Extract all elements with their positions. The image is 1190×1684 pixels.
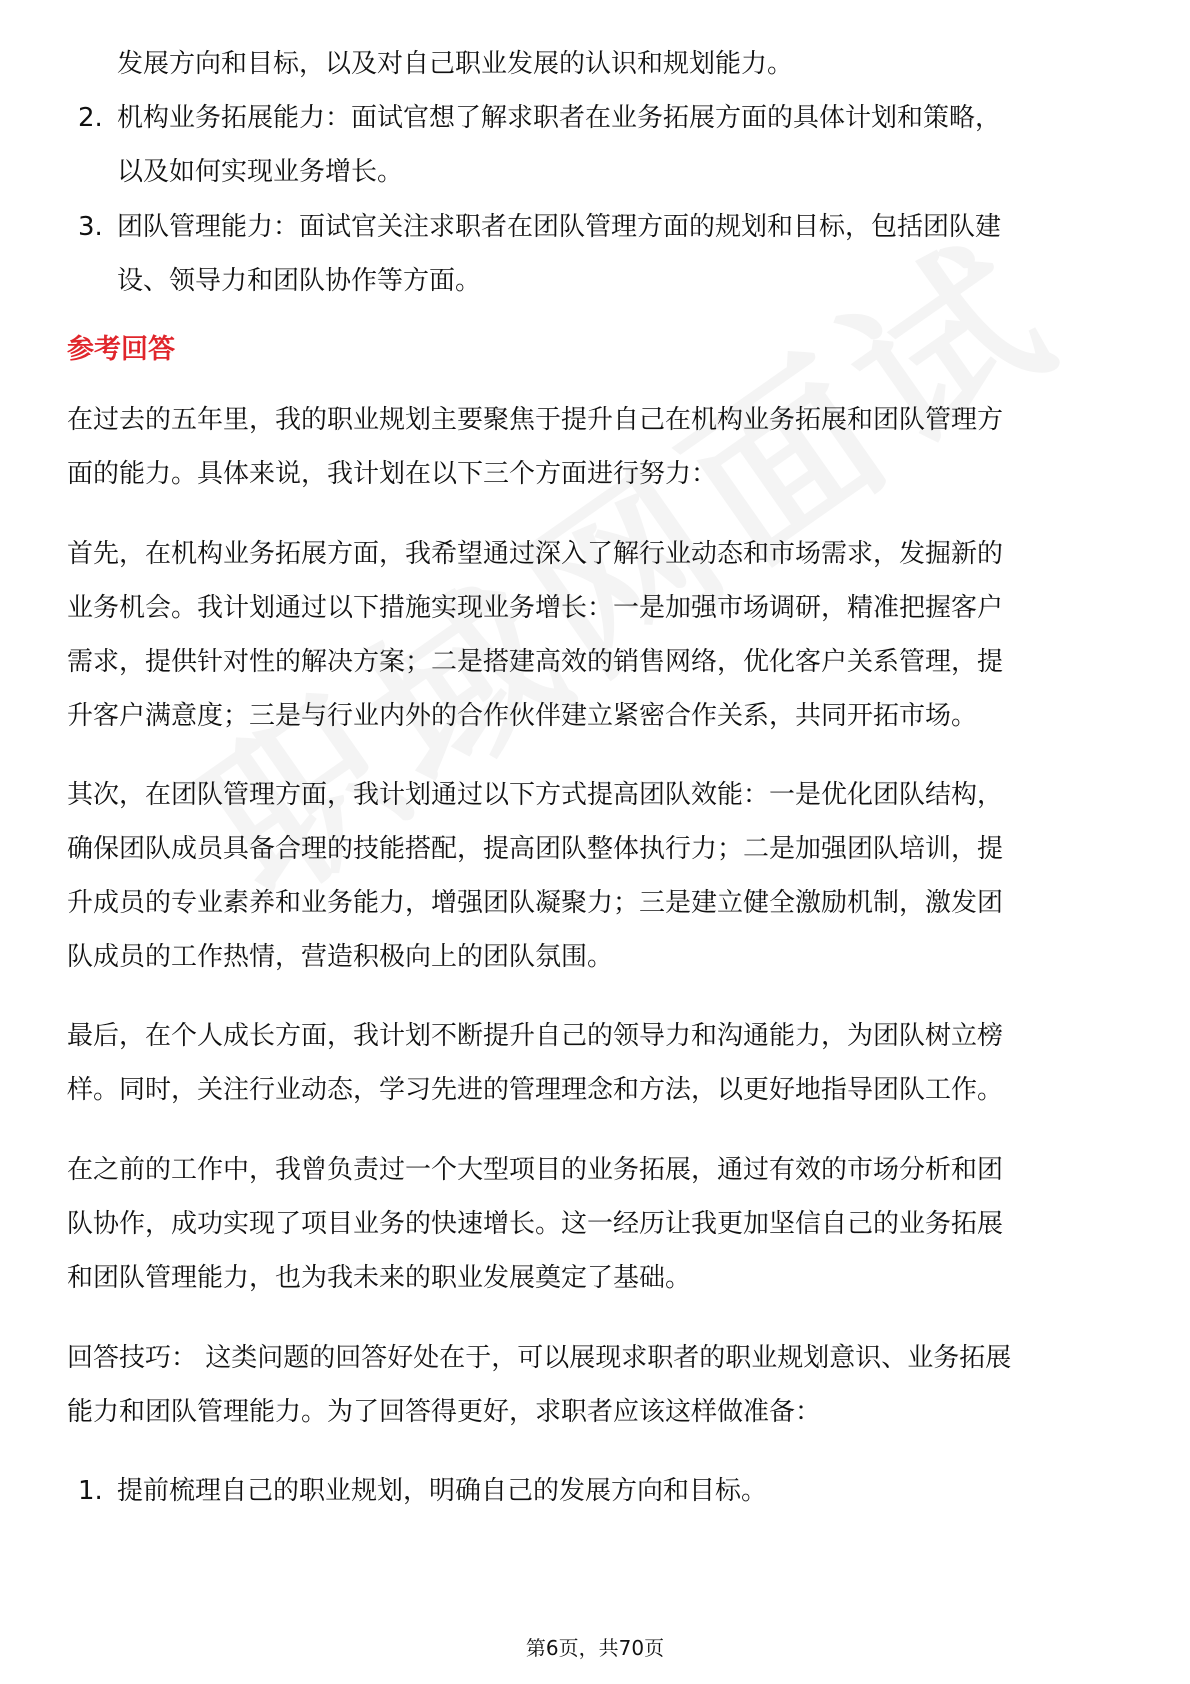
list-item-line: 团队管理能力：面试官关注求职者在团队管理方面的规划和目标，包括团队建 <box>117 212 1002 242</box>
list-number: 3. <box>78 212 103 242</box>
paragraph-line: 队协作，成功实现了项目业务的快速增长。这一经历让我更加坚信自己的业务拓展 <box>67 1209 1004 1239</box>
paragraph-line: 在过去的五年里，我的职业规划主要聚焦于提升自己在机构业务拓展和团队管理方 <box>67 405 1004 435</box>
paragraph-line: 回答技巧： 这类问题的回答好处在于，可以展现求职者的职业规划意识、业务拓展 <box>67 1343 1012 1373</box>
list-number: 2. <box>78 103 103 133</box>
list-item-line: 设、领导力和团队协作等方面。 <box>117 266 482 296</box>
section-heading: 参考回答 <box>67 334 175 365</box>
paragraph-line: 业务机会。我计划通过以下措施实现业务增长：一是加强市场调研，精准把握客户 <box>67 593 1004 623</box>
paragraph-line: 升客户满意度；三是与行业内外的合作伙伴建立紧密合作关系，共同开拓市场。 <box>67 701 978 731</box>
paragraph-line: 首先，在机构业务拓展方面，我希望通过深入了解行业动态和市场需求，发掘新的 <box>67 539 1004 569</box>
watermark-logo <box>148 217 1172 1143</box>
paragraph-line: 其次，在团队管理方面，我计划通过以下方式提高团队效能：一是优化团队结构， <box>67 780 1004 810</box>
paragraph-line: 面的能力。具体来说，我计划在以下三个方面进行努力： <box>67 459 718 489</box>
list-item-line: 机构业务拓展能力：面试官想了解求职者在业务拓展方面的具体计划和策略， <box>117 103 1002 133</box>
paragraph-line: 升成员的专业素养和业务能力，增强团队凝聚力；三是建立健全激励机制，激发团 <box>67 888 1004 918</box>
paragraph-line: 确保团队成员具备合理的技能搭配，提高团队整体执行力；二是加强团队培训，提 <box>67 834 1004 864</box>
tips-list-number: 1. <box>78 1476 103 1506</box>
paragraph-line: 队成员的工作热情，营造积极向上的团队氛围。 <box>67 942 614 972</box>
paragraph-line: 最后，在个人成长方面，我计划不断提升自己的领导力和沟通能力，为团队树立榜 <box>67 1021 1004 1051</box>
paragraph-line: 需求，提供针对性的解决方案；二是搭建高效的销售网络，优化客户关系管理，提 <box>67 647 1004 677</box>
list-item-continuation: 发展方向和目标，以及对自己职业发展的认识和规划能力。 <box>117 49 794 79</box>
paragraph-line: 在之前的工作中，我曾负责过一个大型项目的业务拓展，通过有效的市场分析和团 <box>67 1155 1004 1185</box>
paragraph-line: 能力和团队管理能力。为了回答得更好，求职者应该这样做准备： <box>67 1397 822 1427</box>
page-footer: 第6页，共70页 <box>525 1636 665 1660</box>
paragraph-line: 和团队管理能力，也为我未来的职业发展奠定了基础。 <box>67 1263 692 1293</box>
paragraph-line: 样。同时，关注行业动态，学习先进的管理理念和方法，以更好地指导团队工作。 <box>67 1075 1004 1105</box>
list-item-line: 以及如何实现业务增长。 <box>117 157 404 187</box>
tips-list-item: 提前梳理自己的职业规划，明确自己的发展方向和目标。 <box>117 1476 768 1506</box>
